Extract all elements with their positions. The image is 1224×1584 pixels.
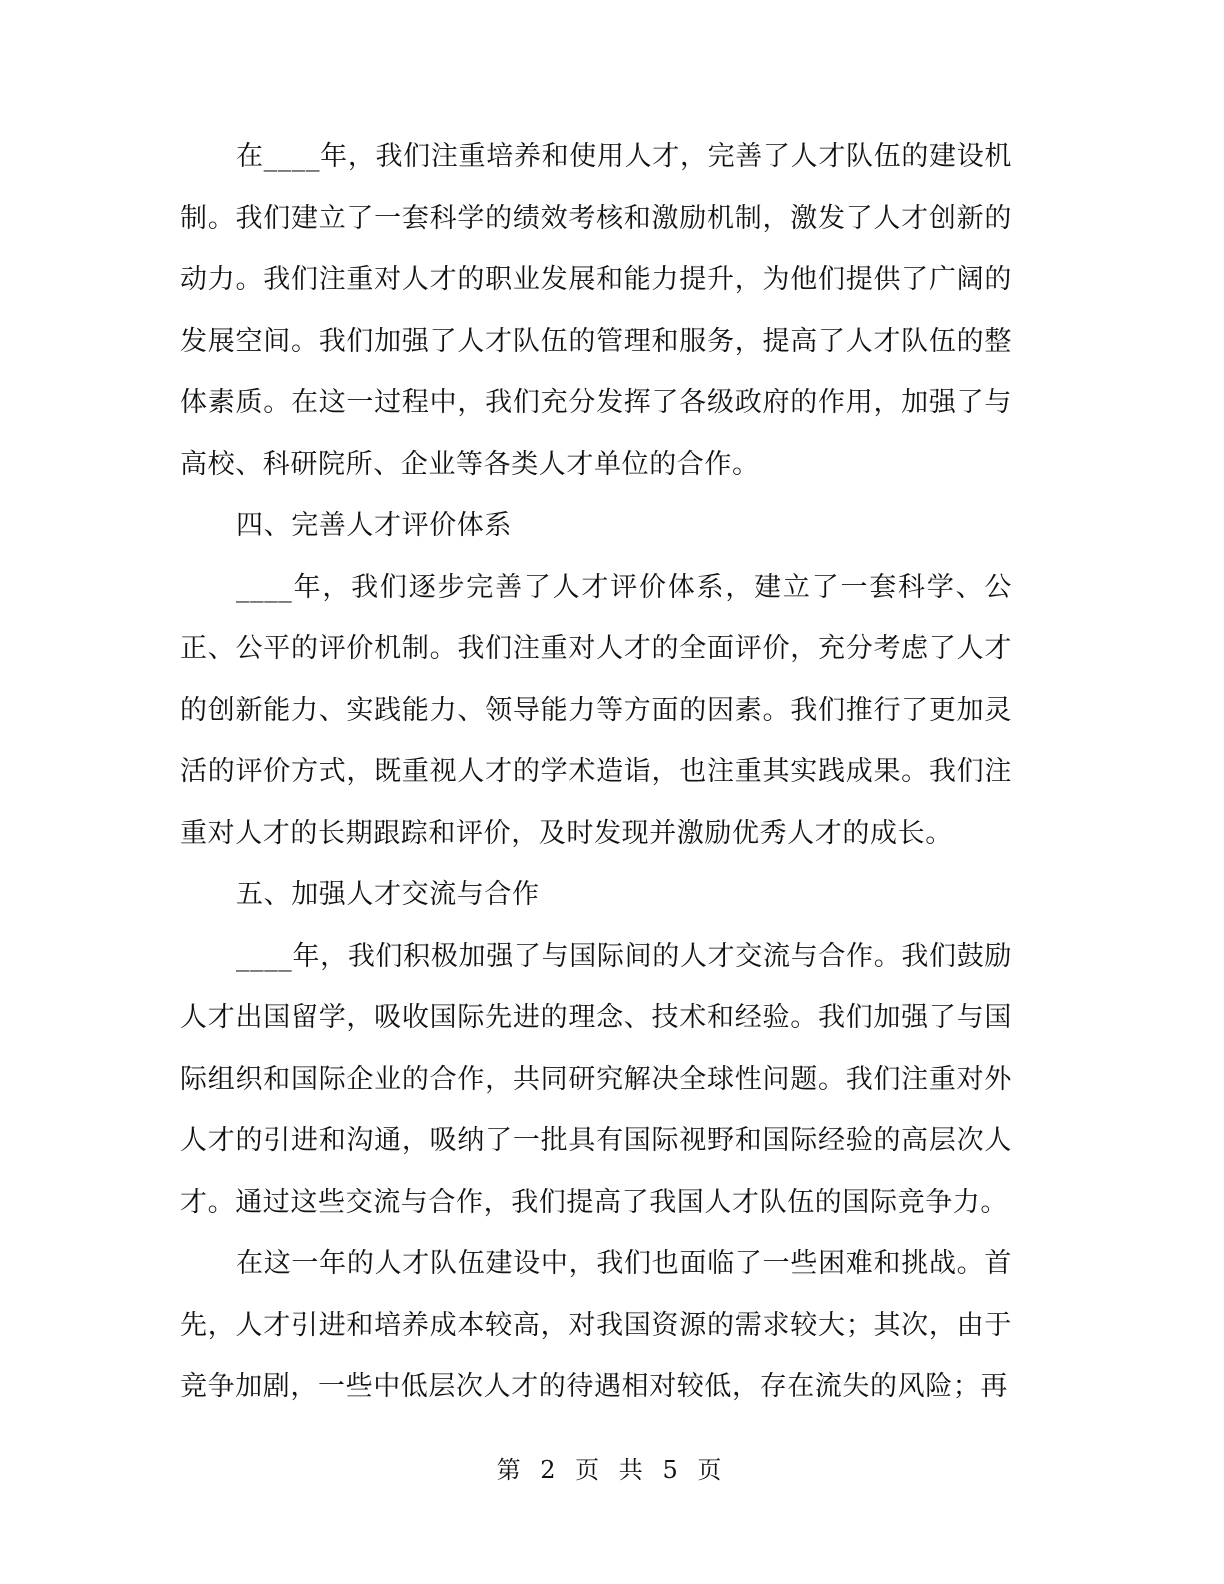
- paragraph-talent-cultivation: 在____年，我们注重培养和使用人才，完善了人才队伍的建设机制。我们建立了一套科学的绩效考核和激励机制，激发了人才创新的动力。我们注重对人才的职业发展和能力提升，为他们提供了广阔的发展空间。我们加强了人才队伍的管理和服务，提高了人才队伍的整体素质。在这一过程中，我们充分发挥了各级政府的作用，加强了与高校、科研院所、企业等各类人才单位的合作。: [180, 141, 1012, 480]
- paragraph-evaluation-system: ____年，我们逐步完善了人才评价体系，建立了一套科学、公正、公平的评价机制。我们注重对人才的全面评价，充分考虑了人才的创新能力、实践能力、领导能力等方面的因素。我们推行了更加灵活的评价方式，既重视人才的学术造诣，也注重其实践成果。我们注重对人才的长期跟踪和评价，及时发现并激励优秀人才的成长。: [180, 571, 1012, 849]
- page-number-footer: 第 2 页 共 5 页: [496, 1456, 728, 1484]
- paragraph-international-exchange: ____年，我们积极加强了与国际间的人才交流与合作。我们鼓励人才出国留学，吸收国际先进的理念、技术和经验。我们加强了与国际组织和国际企业的合作，共同研究解决全球性问题。我们注重对外人才的引进和沟通，吸纳了一批具有国际视野和国际经验的高层次人才。通过这些交流与合作，我们提高了我国人才队伍的国际竞争力。: [180, 940, 1012, 1218]
- paragraph-challenges: 在这一年的人才队伍建设中，我们也面临了一些困难和挑战。首先，人才引进和培养成本较高，对我国资源的需求较大；其次，由于竞争加剧，一些中低层次人才的待遇相对较低，存在流失的风险；再: [180, 1248, 1012, 1402]
- section-heading-evaluation: 四、完善人才评价体系: [236, 510, 512, 541]
- document-body: [180, 126, 1012, 1418]
- section-heading-exchange: 五、加强人才交流与合作: [236, 879, 540, 910]
